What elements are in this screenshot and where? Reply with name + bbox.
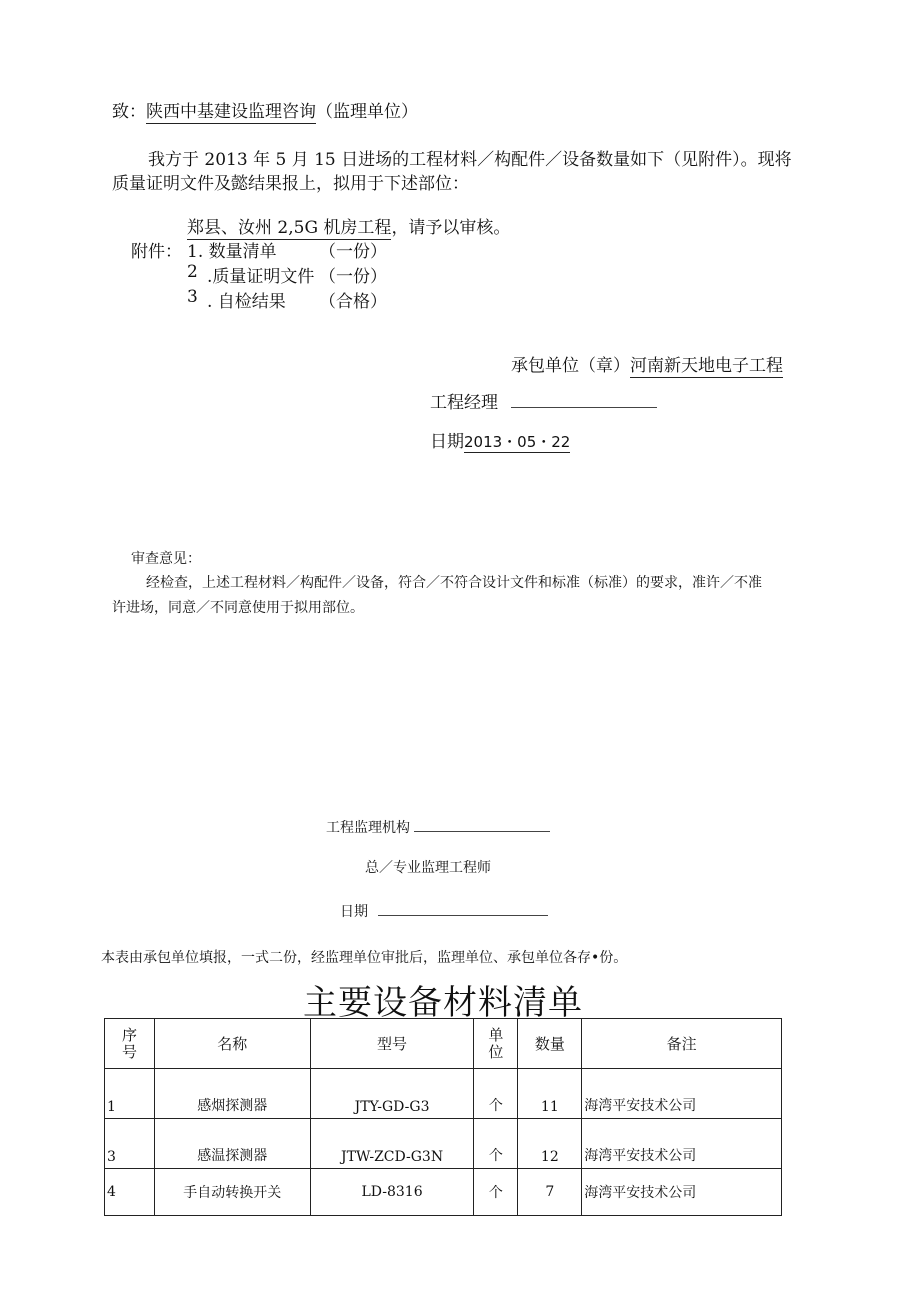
header-name: 名称 xyxy=(154,1019,310,1069)
project-location: 郑县、汝州 2,5G 机房工程 xyxy=(187,218,392,238)
agency-line xyxy=(326,817,550,837)
attachment-item xyxy=(187,262,387,287)
body-line-1: 我方于 2013 年 5 月 15 日进场的工程材料／构配件／设备数量如下（见附件）。现将 xyxy=(148,150,792,170)
attachment-no: 1. xyxy=(187,242,204,262)
contractor-label: 承包单位（章） xyxy=(511,356,630,376)
attachment-item xyxy=(187,237,387,262)
review-date-field[interactable] xyxy=(378,901,548,916)
cell-qty: 12 xyxy=(518,1119,582,1169)
cell-seq: 3 xyxy=(105,1119,155,1169)
cell-unit: 个 xyxy=(474,1069,518,1119)
to-prefix: 致： xyxy=(112,102,146,122)
header-seq: 序 号 xyxy=(105,1019,155,1069)
header-remark: 备注 xyxy=(582,1019,782,1069)
cell-qty: 11 xyxy=(518,1069,582,1119)
attachment-note: （一份） xyxy=(319,242,387,262)
manager-signature-field[interactable] xyxy=(511,393,657,408)
attachment-name: 数量清单 xyxy=(208,242,277,262)
manager-line xyxy=(430,388,657,413)
cell-remark: 海湾平安技术公司 xyxy=(582,1069,782,1119)
attachment-no: 3 xyxy=(187,287,198,307)
date-label: 日期 xyxy=(430,432,464,452)
addressee-line xyxy=(112,97,418,122)
cell-remark: 海湾平安技术公司 xyxy=(582,1169,782,1216)
cell-model: JTW-ZCD-G3N xyxy=(310,1119,474,1169)
cell-model: LD-8316 xyxy=(310,1169,474,1216)
body-line-2: 质量证明文件及懿结果报上，拟用于下述部位： xyxy=(112,174,469,194)
manager-label: 工程经理 xyxy=(430,393,498,413)
attachment-item xyxy=(187,287,387,312)
attachment-no: 2 xyxy=(187,262,198,282)
materials-table xyxy=(104,1018,782,1216)
engineer-label: 总／专业监理工程师 xyxy=(365,860,491,876)
attachments-label: 附件： xyxy=(131,242,182,262)
location-suffix: ，请予以审核。 xyxy=(391,218,511,238)
cell-name: 感温探测器 xyxy=(154,1119,310,1169)
contractor-date-line xyxy=(430,427,570,452)
table-row xyxy=(105,1119,782,1169)
materials-title: 主要设备材料清单 xyxy=(303,983,583,1023)
review-date-line xyxy=(340,901,548,921)
table-row xyxy=(105,1069,782,1119)
cell-unit: 个 xyxy=(474,1169,518,1216)
table-header-row xyxy=(105,1019,782,1069)
header-model: 型号 xyxy=(310,1019,474,1069)
review-date-label: 日期 xyxy=(340,904,368,920)
cell-seq: 4 xyxy=(105,1169,155,1216)
header-unit: 单 位 xyxy=(474,1019,518,1069)
attachment-note: （一份） xyxy=(319,267,387,287)
agency-label: 工程监理机构 xyxy=(326,820,410,836)
cell-model: JTY-GD-G3 xyxy=(310,1069,474,1119)
review-heading: 审查意见： xyxy=(131,551,201,567)
supervision-unit-name: 陕西中基建设监理咨询 xyxy=(146,102,316,122)
attachment-note: （合格） xyxy=(319,292,387,312)
cell-name: 手自动转换开关 xyxy=(154,1169,310,1216)
review-line-1: 经检查，上述工程材料／构配件／设备，符合／不符合设计文件和标准（标准）的要求，准许／不准 xyxy=(146,575,762,591)
attachment-name: .质量证明文件 xyxy=(207,267,315,287)
date-value: 2013・05・22 xyxy=(464,433,571,451)
cell-name: 感烟探测器 xyxy=(154,1069,310,1119)
contractor-name: 河南新天地电子工程 xyxy=(630,356,783,376)
cell-remark: 海湾平安技术公司 xyxy=(582,1119,782,1169)
footer-note: 本表由承包单位填报，一式二份，经监理单位审批后，监理单位、承包单位各存•份。 xyxy=(101,950,628,966)
contractor-line xyxy=(511,351,783,376)
cell-qty: 7 xyxy=(518,1169,582,1216)
cell-unit: 个 xyxy=(474,1119,518,1169)
agency-signature-field[interactable] xyxy=(414,817,550,832)
cell-seq: 1 xyxy=(105,1069,155,1119)
to-suffix: （监理单位） xyxy=(316,102,418,122)
review-line-2: 许进场，同意／不同意使用于拟用部位。 xyxy=(112,600,364,616)
header-qty: 数量 xyxy=(518,1019,582,1069)
table-row xyxy=(105,1169,782,1216)
location-line xyxy=(187,213,510,238)
attachment-name: . 自检结果 xyxy=(207,292,286,312)
